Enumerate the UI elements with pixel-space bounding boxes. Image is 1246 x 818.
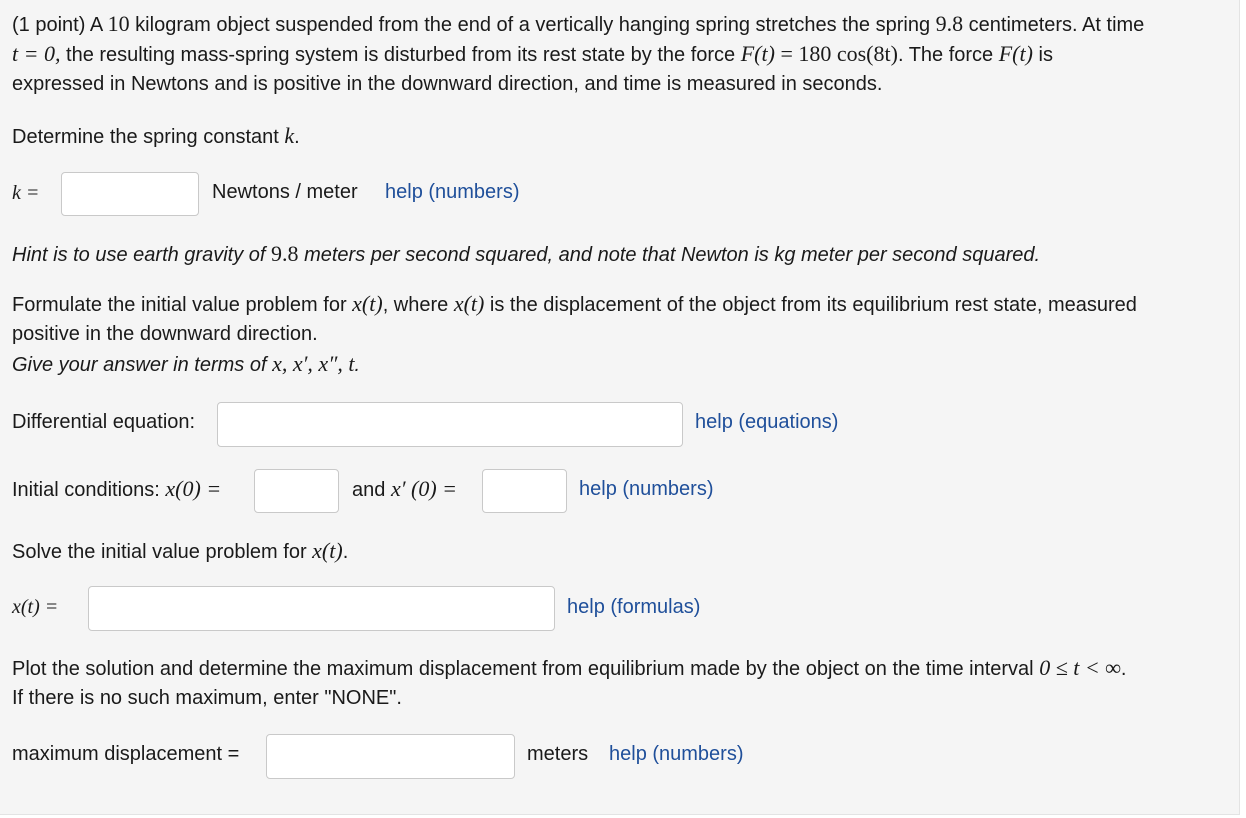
help-numbers-link-max[interactable]: help (numbers) [609,743,744,765]
help-numbers-link-ic[interactable]: help (numbers) [579,478,714,500]
x0-input[interactable] [254,469,339,513]
answer-variables: x, x′, x″, t [272,351,355,376]
intro-line-1: (1 point) A 10 kilogram object suspended from the end of a vertically hanging spring stretches the spring 9.8 centimeters. At time [12,11,1145,36]
time-zero: t = 0, [12,41,61,66]
force-symbol: F(t) [740,41,775,66]
help-formulas-link[interactable]: help (formulas) [567,596,701,618]
k-units: Newtons / meter [212,181,358,203]
xprime0-input[interactable] [482,469,567,513]
solution-input[interactable] [88,586,555,631]
stretch-value: 9.8 [935,11,964,36]
differential-equation-input[interactable] [217,402,683,447]
k-input[interactable] [61,172,199,216]
formulate-line-3: Give your answer in terms of x, x′, x″, t. [12,351,361,376]
max-displacement-units: meters [527,743,589,765]
hint-text: Hint is to use earth gravity of 9.8 meters per second squared, and note that Newton is kg meter per second squared. [12,241,1041,266]
x-of-t-label: x(t) = [12,596,59,618]
points-label: (1 point) [12,14,86,36]
k-label: k = [12,182,40,204]
plot-line-1: Plot the solution and determine the maximum displacement from equilibrium made by the object on the time interval 0 ≤ t < ∞. [12,655,1127,680]
max-displacement-input[interactable] [266,734,515,779]
plot-line-2: If there is no such maximum, enter "NONE". [12,687,402,709]
formulate-line-1: Formulate the initial value problem for x(t), where x(t) is the displacement of the object from its equilibrium rest state, measured [12,291,1137,316]
help-numbers-link-k[interactable]: help (numbers) [385,181,520,203]
solve-prompt: Solve the initial value problem for x(t). [12,538,349,563]
differential-equation-label: Differential equation: [12,411,196,433]
intro-line-3: expressed in Newtons and is positive in the downward direction, and time is measured in seconds. [12,73,883,95]
mass-value: 10 [107,11,130,36]
help-equations-link[interactable]: help (equations) [695,411,839,433]
xprime0-label: and x′ (0) = [352,476,458,501]
intro-line-2: t = 0, the resulting mass-spring system is disturbed from its rest state by the force F(t) = 180 cos(8t). The force F(t) is [12,41,1053,66]
force-formula: = 180 cos(8t) [774,41,898,66]
spring-constant-prompt: Determine the spring constant k. [12,123,300,148]
formulate-line-2: positive in the downward direction. [12,323,318,345]
max-displacement-label: maximum displacement = [12,743,240,765]
initial-conditions-label: Initial conditions: x(0) = [12,476,222,501]
time-interval: 0 ≤ t < ∞ [1039,655,1121,680]
gravity-value: 9.8 [271,241,299,266]
